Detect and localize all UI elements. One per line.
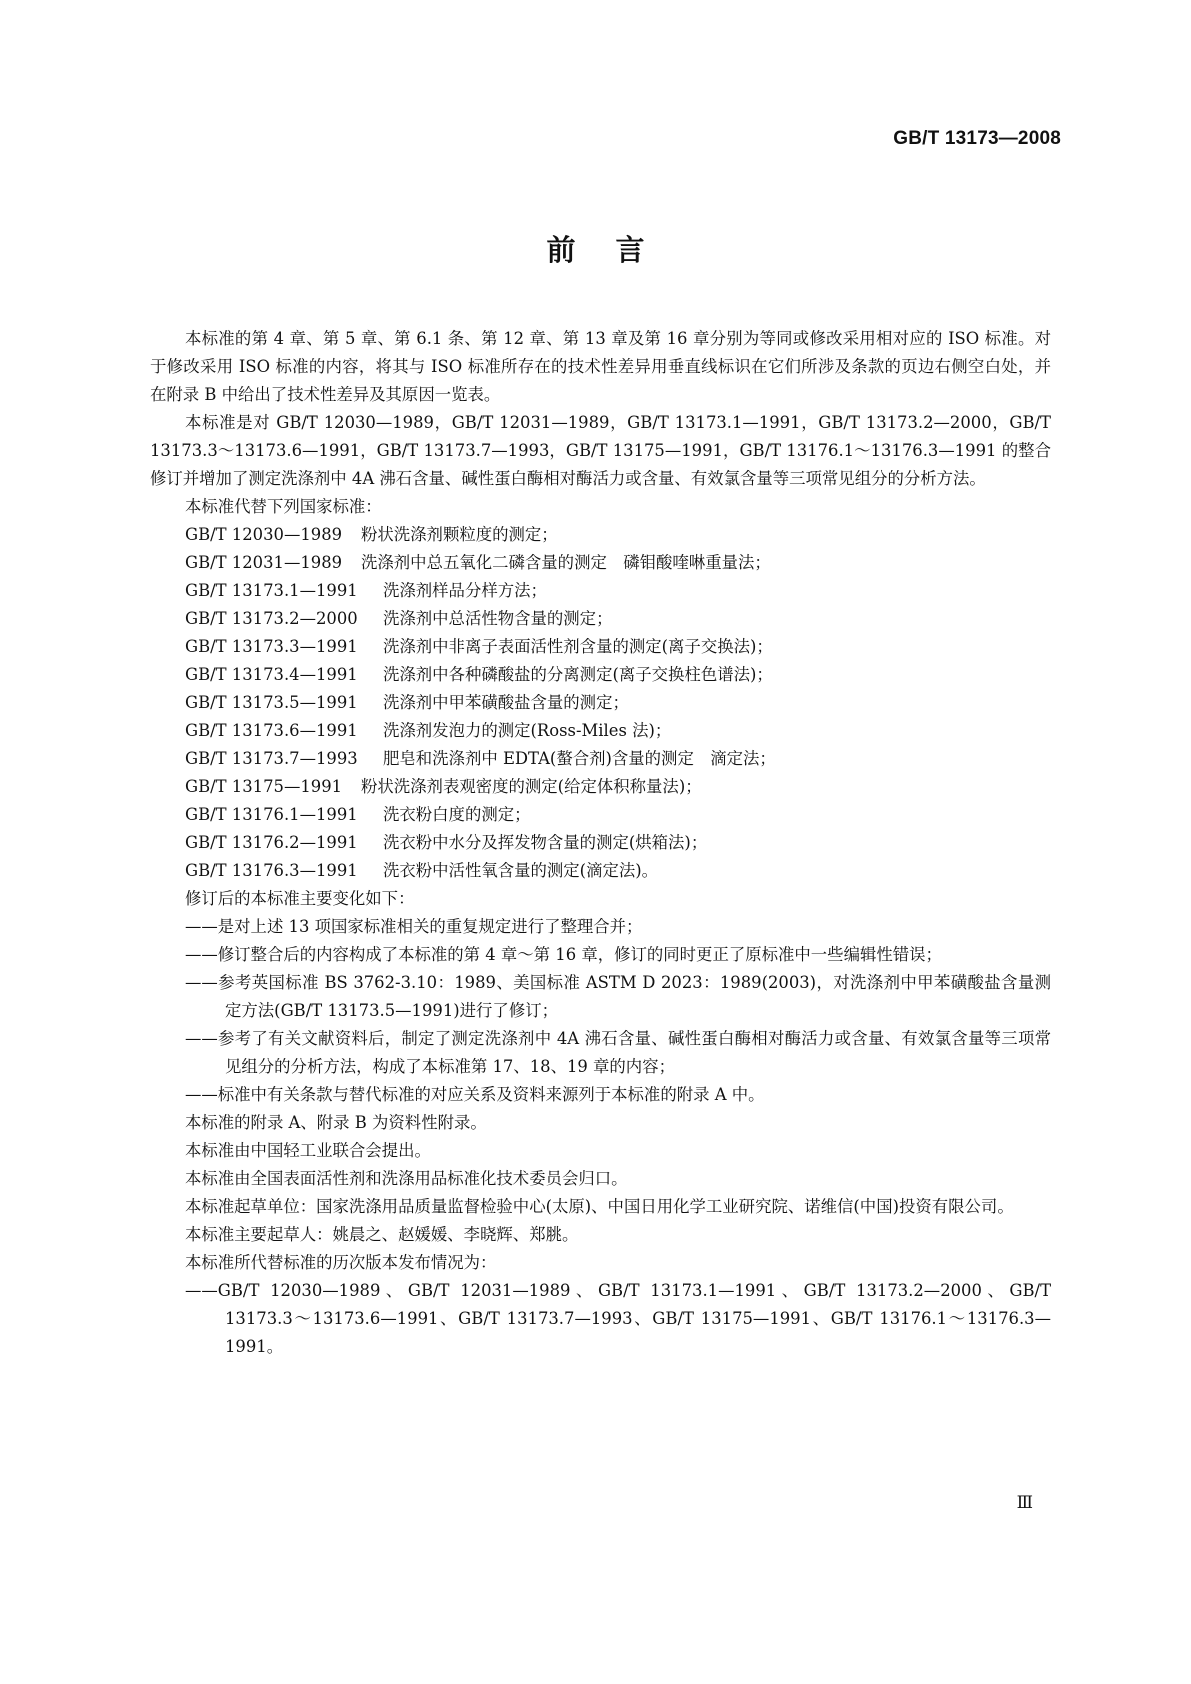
standard-code: GB/T 13173.3—1991 [185,637,358,656]
standard-title: 洗衣粉中活性氧含量的测定(滴定法)。 [383,861,659,880]
list-item [150,661,1051,689]
list-item [150,857,1051,885]
changes-list [150,913,1051,1109]
standard-title: 洗衣粉白度的测定； [383,805,531,824]
standard-code: GB/T 13176.1—1991 [185,805,358,824]
list-item [150,773,1051,801]
list-item [150,521,1051,549]
list-item [150,577,1051,605]
standard-code: GB/T 12031—1989 [185,553,343,572]
paragraph-drafting-units: 本标准起草单位：国家洗涤用品质量监督检验中心(太原)、中国日用化学工业研究院、诺维信(中国)投资有限公司。 [185,1197,1014,1216]
paragraph-proposer: 本标准由中国轻工业联合会提出。 [185,1141,431,1160]
paragraph-annex: 本标准的附录 A、附录 B 为资料性附录。 [185,1113,487,1132]
standard-title: 洗涤剂样品分样方法； [383,581,547,600]
standard-title: 洗涤剂中甲苯磺酸盐含量的测定； [383,693,629,712]
list-item [150,717,1051,745]
standard-title: 粉状洗涤剂表观密度的测定(给定体积称量法)； [361,777,702,796]
page-number: Ⅲ [1016,1493,1033,1512]
list-item: ——参考英国标准 BS 3762-3.10：1989、美国标准 ASTM D 2023：1989(2003)，对洗涤剂中甲苯磺酸盐含量测定方法(GB/T 13173.5—1991)进行了修订； [185,973,1051,1020]
paragraph-drafters: 本标准主要起草人：姚晨之、赵媛媛、李晓辉、郑脁。 [185,1225,579,1244]
standard-title: 洗涤剂中总五氧化二磷含量的测定 磷钼酸喹啉重量法； [361,553,771,572]
standard-code: GB/T 13175—1991 [185,777,343,796]
standard-code: GB/T 13173.5—1991 [185,693,358,712]
standard-code: GB/T 13176.3—1991 [185,861,358,880]
standard-title: 洗涤剂中总活性物含量的测定； [383,609,613,628]
standard-code: GB/T 13173.7—1993 [185,749,358,768]
list-item: ——是对上述 13 项国家标准相关的重复规定进行了整理合并； [185,917,643,936]
list-item [150,605,1051,633]
paragraph-integration: 本标准是对 GB/T 12030—1989，GB/T 12031—1989，GB/T 13173.1—1991，GB/T 13173.2—2000，GB/T 13173.3～13173.6—1991，GB/T 13173.7—1993，GB/T 13175—1991，GB/T 13176.1～13176.3—1991 的整合修订并增加了测定洗涤剂中 4A 沸石含量、碱性蛋白酶相对酶活力或含量、有效氯含量等三项常见组分的分析方法。 [150,413,1051,488]
list-item [150,829,1051,857]
standard-title: 肥皂和洗涤剂中 EDTA(螯合剂)含量的测定 滴定法； [383,749,776,768]
history-item: ——GB/T 12030—1989、GB/T 12031—1989、GB/T 13173.1—1991、GB/T 13173.2—2000、GB/T 13173.3～13173.6—1991、GB/T 13173.7—1993、GB/T 13175—1991、GB/T 13176.1～13176.3—1991。 [185,1281,1051,1356]
standard-code: GB/T 13173.6—1991 [185,721,358,740]
standard-code: GB/T 13173.4—1991 [185,665,358,684]
list-item: ——修订整合后的内容构成了本标准的第 4 章～第 16 章，修订的同时更正了原标准中一些编辑性错误； [185,945,942,964]
list-item: ——标准中有关条款与替代标准的对应关系及资料来源列于本标准的附录 A 中。 [185,1085,765,1104]
paragraph-centralized: 本标准由全国表面活性剂和洗涤用品标准化技术委员会归口。 [185,1169,628,1188]
standard-code: GB/T 13176.2—1991 [185,833,358,852]
standard-title: 洗衣粉中水分及挥发物含量的测定(烘箱法)； [383,833,708,852]
paragraph-changes-intro: 修订后的本标准主要变化如下： [185,889,415,908]
standard-code: GB/T 13173.2—2000 [185,609,358,628]
paragraph-replaces-intro: 本标准代替下列国家标准： [185,497,382,516]
standard-title: 粉状洗涤剂颗粒度的测定； [361,525,558,544]
standard-code: GB/T 13173.1—1991 [185,581,358,600]
list-item [150,549,1051,577]
standard-code: GB/T 12030—1989 [185,525,343,544]
standard-code-header: GB/T 13173—2008 [893,128,1061,149]
list-item [150,633,1051,661]
list-item [150,801,1051,829]
list-item [150,689,1051,717]
page-title: 前言 [546,233,685,267]
list-item [150,745,1051,773]
paragraph-adoption: 本标准的第 4 章、第 5 章、第 6.1 条、第 12 章、第 13 章及第 16 章分别为等同或修改采用相对应的 ISO 标准。对于修改采用 ISO 标准的内容，将其与 ISO 标准所存在的技术性差异用垂直线标识在它们所涉及条款的页边右侧空白处，并在附录 B 中给出了技术性差异及其原因一览表。 [150,329,1051,404]
replaced-standards-list [150,521,1051,885]
standard-title: 洗涤剂中各种磷酸盐的分离测定(离子交换柱色谱法)； [383,665,773,684]
standard-title: 洗涤剂中非离子表面活性剂含量的测定(离子交换法)； [383,637,773,656]
paragraph-history-intro: 本标准所代替标准的历次版本发布情况为： [185,1253,497,1272]
foreword-body [150,325,1051,1361]
list-item: ——参考了有关文献资料后，制定了测定洗涤剂中 4A 沸石含量、碱性蛋白酶相对酶活力或含量、有效氯含量等三项常见组分的分析方法，构成了本标准第 17、18、19 章的内容； [185,1029,1051,1076]
standard-title: 洗涤剂发泡力的测定(Ross-Miles 法)； [383,721,672,740]
